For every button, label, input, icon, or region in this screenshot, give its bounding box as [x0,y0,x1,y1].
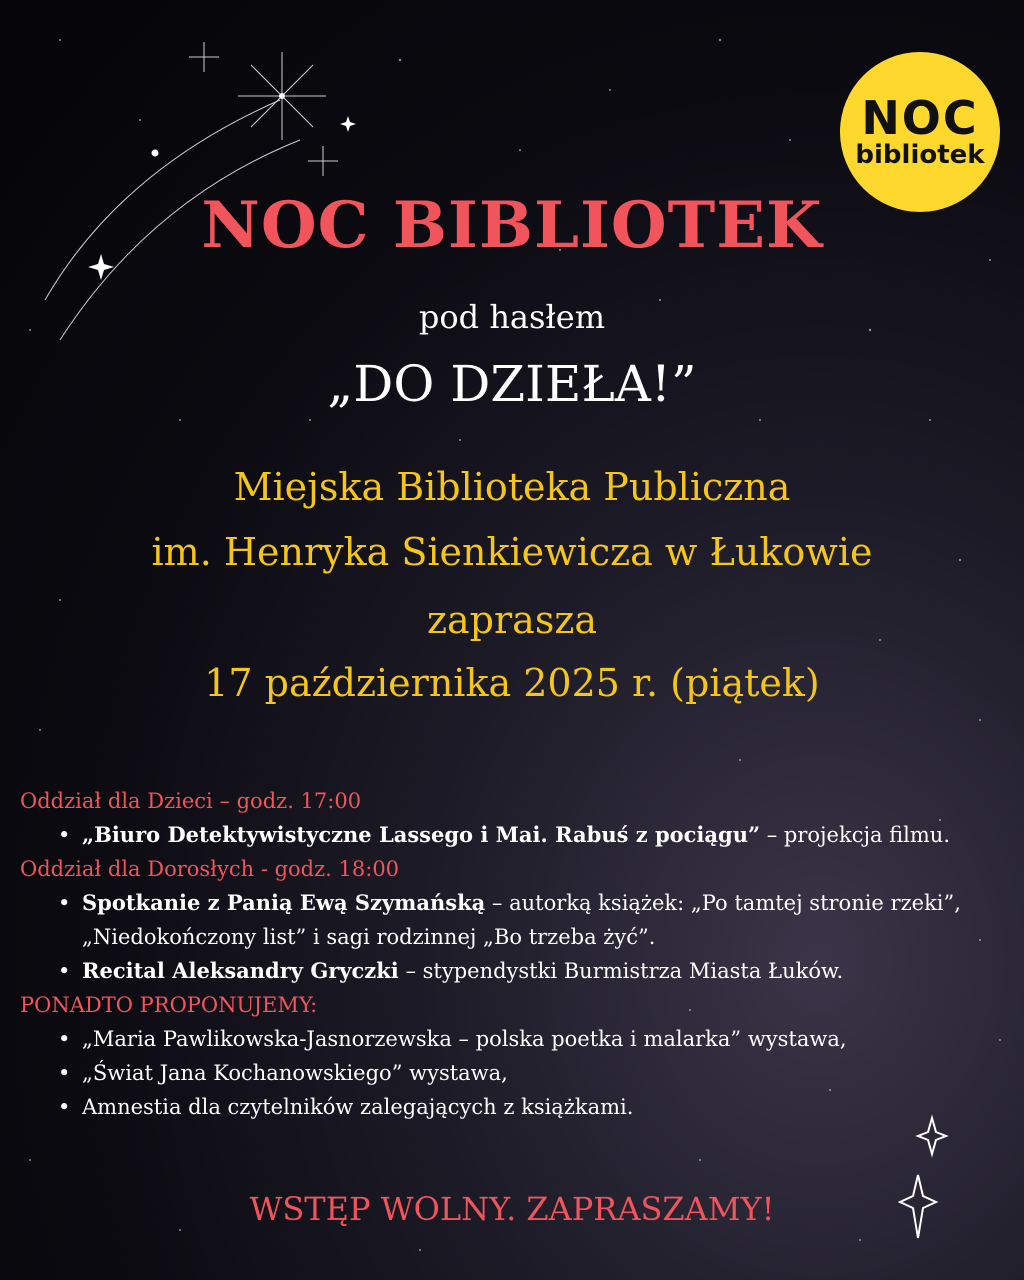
item-title: Recital Aleksandry Gryczki [82,958,399,983]
list-item: • „Maria Pawlikowska-Jasnorzewska – polska poetka i malarka” wystawa, [82,1022,1010,1056]
list-item [82,954,1010,988]
extra-program-list [20,1022,1010,1124]
organizer-patron: im. Henryka Sienkiewicza w Łukowie [151,530,873,574]
section-heading-adults: Oddział dla Dorosłych - godz. 18:00 [20,857,400,881]
footer-call-to-action: WSTĘP WOLNY. ZAPRASZAMY! [249,1190,775,1228]
adults-program-list [20,886,1010,988]
subtitle: pod hasłem [418,298,606,336]
item-description: – stypendystki Burmistrza Miasta Łuków. [398,959,844,983]
invitation-text: zaprasza [427,598,597,642]
event-title: NOC BIBLIOTEK [201,188,823,263]
logo-text-bibliotek: bibliotek [855,140,985,170]
list-item [82,818,1010,852]
section-heading-extra: PONADTO PROPONUJEMY: [20,993,318,1017]
event-date: 17 października 2025 r. (piątek) [204,661,820,705]
organizer-name: Miejska Biblioteka Publiczna [233,465,791,509]
list-item: • „Świat Jana Kochanowskiego” wystawa, [82,1056,1010,1090]
section-heading-children: Oddział dla Dzieci – godz. 17:00 [20,789,362,813]
logo-text-noc: NOC [861,91,979,145]
event-program [20,784,1010,1124]
item-description: – projekcja filmu. [760,823,951,847]
list-item: • Amnestia dla czytelników zalegających z książkami. [82,1090,1010,1124]
item-title: Spotkanie z Panią Ewą Szymańską [82,890,486,915]
children-program-list [20,818,1010,852]
item-description: – autorką książek: „Po tamtej stronie rzeki”, „Niedokończony list” i sagi rodzinnej „Bo trzeba żyć”. [82,891,961,949]
slogan: „DO DZIEŁA!” [327,355,697,413]
item-title: „Biuro Detektywistyczne Lassego i Mai. Rabuś z pociągu” [82,822,761,847]
list-item [82,886,1010,954]
